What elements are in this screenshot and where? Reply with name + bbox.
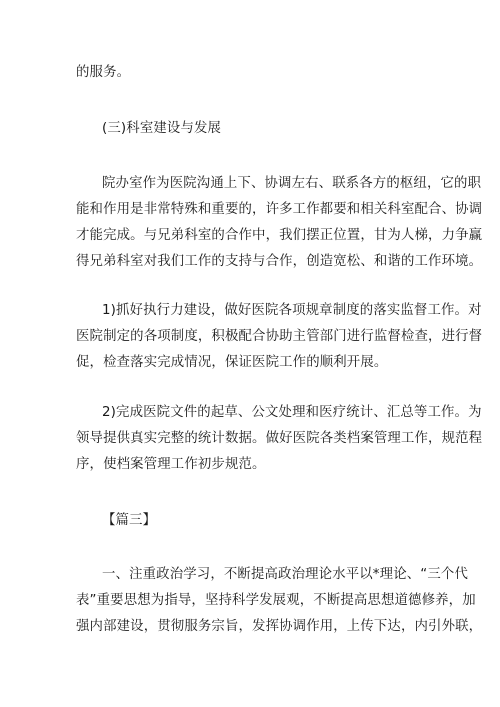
text-line: 强内部建设，贯彻服务宗旨，发挥协调作用，上传下达，内引外联， xyxy=(76,619,483,634)
text-line: 的服务。 xyxy=(76,65,131,80)
section-heading: (三)科室建设与发展 xyxy=(102,121,222,136)
text-line: 院办室作为医院沟通上下、协调左右、联系各方的枢纽，它的职 xyxy=(102,176,482,191)
text-line: 能和作用是非常特殊和重要的，许多工作都要和相关科室配合、协调 xyxy=(76,202,483,217)
part-heading: 【篇三】 xyxy=(102,513,157,528)
text-line: 一、注重政治学习，不断提高政治理论水平以*理论、“三个代 xyxy=(102,567,468,582)
text-line: 医院制定的各项制度，积极配合协助主管部门进行监督检查，进行督 xyxy=(76,329,483,344)
text-line: 表”重要思想为指导，坚持科学发展观，不断提高思想道德修养，加 xyxy=(76,593,476,608)
text-line: 1)抓好执行力建设，做好医院各项规章制度的落实监督工作。对 xyxy=(102,303,482,318)
text-line: 才能完成。与兄弟科室的合作中，我们摆正位置，甘为人梯，力争赢 xyxy=(76,228,483,243)
text-line: 2)完成医院文件的起草、公文处理和医疗统计、汇总等工作。为 xyxy=(102,405,482,420)
text-line: 领导提供真实完整的统计数据。做好医院各类档案管理工作，规范程 xyxy=(76,431,483,446)
text-line: 序，使档案管理工作初步规范。 xyxy=(76,457,266,472)
text-line: 得兄弟科室对我们工作的支持与合作，创造宽松、和谐的工作环境。 xyxy=(76,254,483,269)
text-line: 促，检查落实完成情况，保证医院工作的顺利开展。 xyxy=(76,355,388,370)
